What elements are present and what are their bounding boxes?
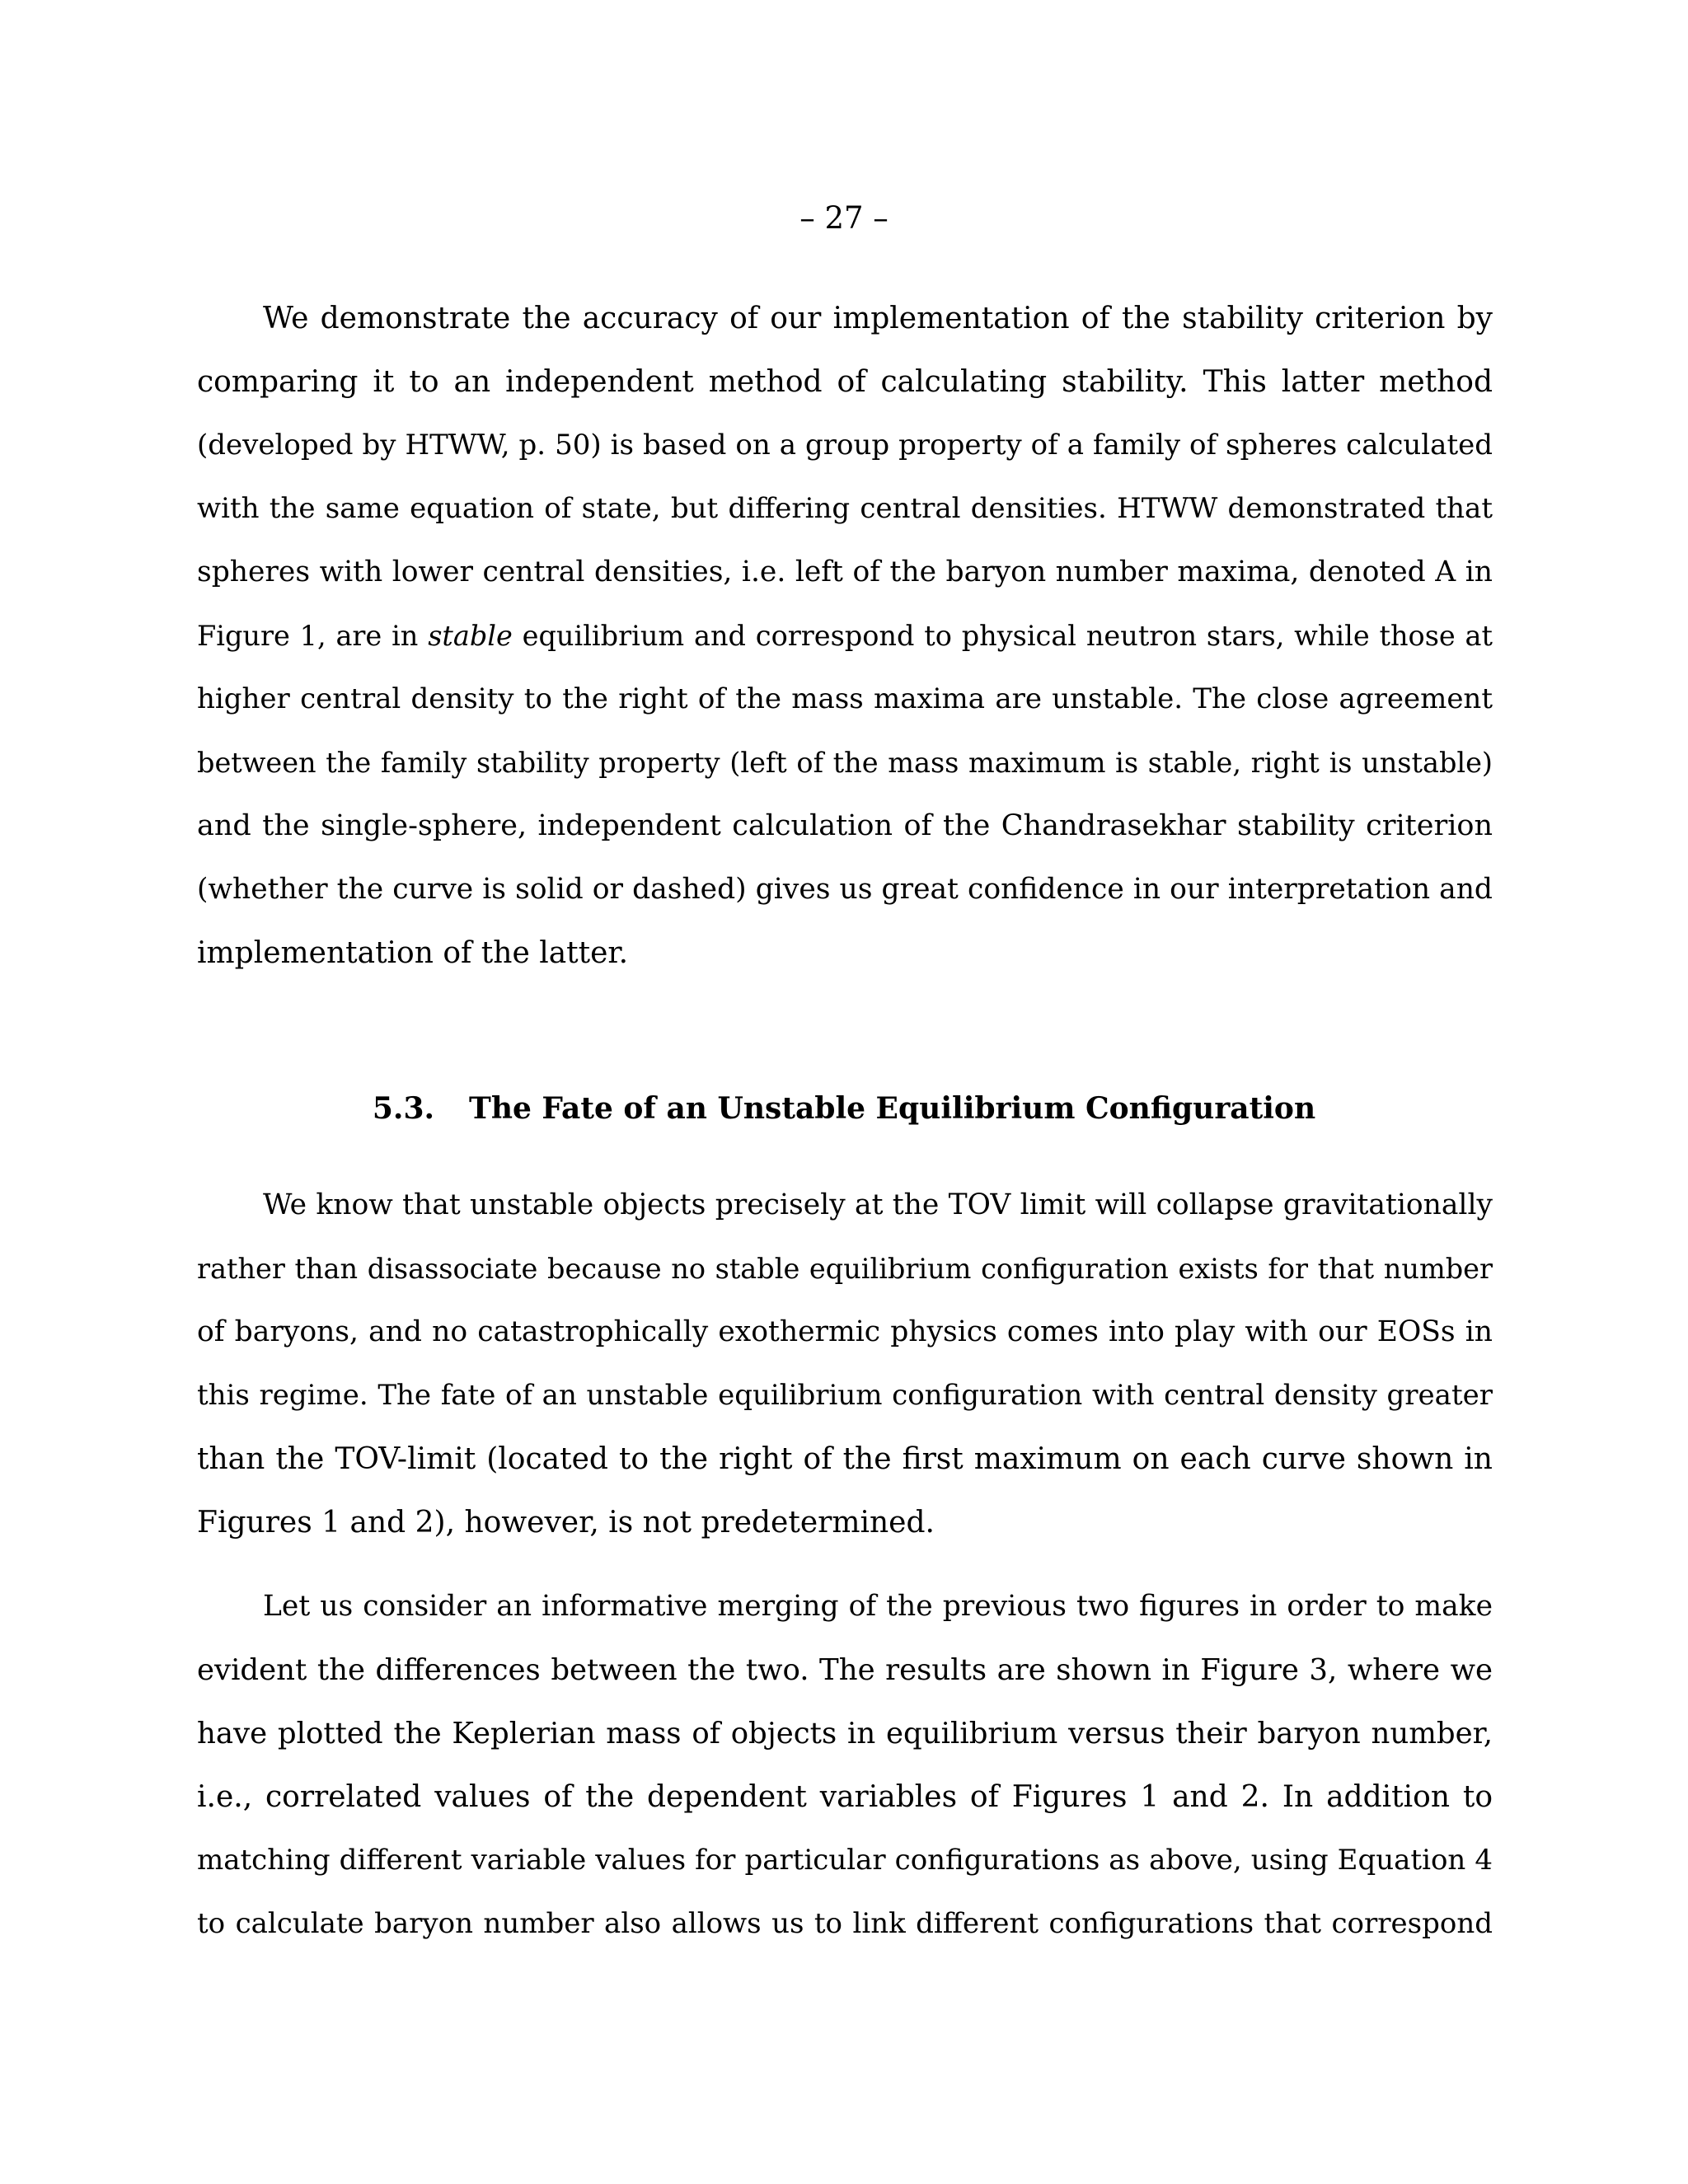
text-line: rather than disassociate because no stable equilibrium configuration exists for that number	[197, 1253, 1493, 1285]
text-line: this regime. The fate of an unstable equilibrium configuration with central density greater	[197, 1379, 1493, 1412]
text-line: (developed by HTWW, p. 50) is based on a group property of a family of spheres calculated	[197, 429, 1493, 462]
section-number: 5.3.	[372, 1091, 435, 1126]
text-line: higher central density to the right of the mass maxima are unstable. The close agreement	[197, 682, 1493, 715]
section-heading	[0, 1088, 1688, 1129]
section-title: The Fate of an Unstable Equilibrium Configuration	[469, 1091, 1316, 1126]
text-line: than the TOV-limit (located to the right of the first maximum on each curve shown in	[197, 1442, 1493, 1476]
text-line: Let us consider an informative merging of the previous two figures in order to make	[263, 1590, 1493, 1623]
text-line: spheres with lower central densities, i.e. left of the baryon number maxima, denoted A in	[197, 555, 1493, 588]
text-line: to calculate baryon number also allows us to link different configurations that correspond	[197, 1907, 1493, 1940]
paragraph-stability-accuracy	[197, 287, 1493, 985]
text-line: Figures 1 and 2), however, is not predetermined.	[197, 1506, 935, 1540]
text-line: We know that unstable objects precisely at the TOV limit will collapse gravitationally	[263, 1188, 1493, 1221]
text-line: (whether the curve is solid or dashed) gives us great confidence in our interpretation and	[197, 873, 1493, 906]
paragraph-unstable-fate	[197, 1174, 1493, 1554]
text-segment: Figure 1, are in	[197, 620, 429, 652]
text-line-with-emphasis	[197, 604, 1493, 668]
text-segment: equilibrium and correspond to physical neutron stars, while those at	[512, 620, 1493, 652]
text-line: have plotted the Keplerian mass of objects in equilibrium versus their baryon number,	[197, 1717, 1493, 1750]
text-line: of baryons, and no catastrophically exothermic physics comes into play with our EOSs in	[197, 1315, 1493, 1348]
text-line: comparing it to an independent method of calculating stability. This latter method	[197, 365, 1493, 399]
text-line: matching different variable values for particular configurations as above, using Equation 4	[197, 1844, 1493, 1877]
text-line: i.e., correlated values of the dependent variables of Figures 1 and 2. In addition to	[197, 1780, 1493, 1814]
text-line: between the family stability property (left of the mass maximum is stable, right is unstable)	[197, 747, 1493, 779]
text-line: evident the differences between the two. The results are shown in Figure 3, where we	[197, 1653, 1493, 1687]
emphasis-stable: stable	[428, 620, 513, 652]
text-line: implementation of the latter.	[197, 936, 629, 970]
paragraph-figure-merging	[197, 1575, 1493, 1956]
page-number: – 27 –	[799, 200, 889, 236]
text-line: with the same equation of state, but differing central densities. HTWW demonstrated that	[197, 492, 1493, 525]
text-line: and the single-sphere, independent calculation of the Chandrasekhar stability criterion	[197, 809, 1493, 842]
text-line: We demonstrate the accuracy of our implementation of the stability criterion by	[263, 302, 1493, 335]
